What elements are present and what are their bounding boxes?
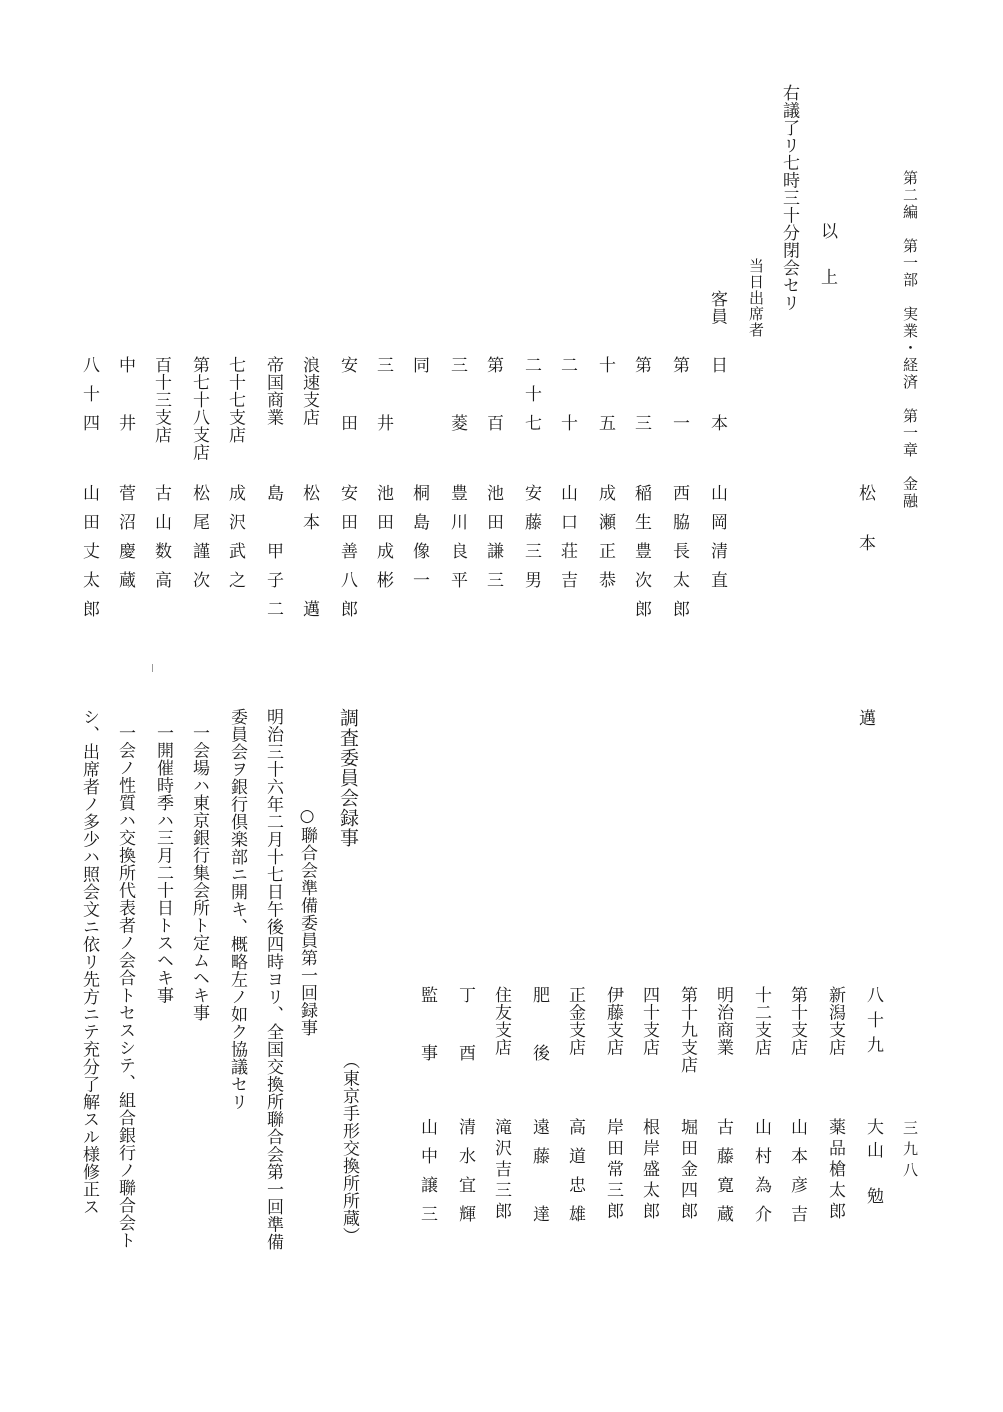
bank-name: 第 一 bbox=[669, 356, 689, 443]
bank-name: 百十三支店 bbox=[151, 356, 171, 444]
bank-name: 八十四 bbox=[79, 356, 99, 443]
bank-name: 第十支店 bbox=[787, 986, 807, 1056]
person-name: 山本彦吉 bbox=[787, 1118, 807, 1234]
bank-name: 同 bbox=[409, 356, 429, 385]
bank-name: 四十支店 bbox=[639, 986, 659, 1056]
bank-name: 正金支店 bbox=[565, 986, 585, 1056]
bank-name: 第七十八支店 bbox=[189, 356, 209, 461]
person-name: 山村為介 bbox=[751, 1118, 771, 1234]
bank-name: 丁 酉 bbox=[455, 986, 475, 1073]
person-name: 池田成彬 bbox=[373, 484, 393, 600]
bank-name: 帝国商業 bbox=[263, 356, 283, 426]
bank-name: 第 百 bbox=[483, 356, 503, 443]
attendees-heading: 当日出席者 bbox=[747, 258, 765, 338]
subsection-title: ○聯合会準備委員第一回録事 bbox=[297, 806, 317, 1037]
closing-mark: 以 上 bbox=[817, 222, 837, 291]
section-title: 調査委員会録事 bbox=[337, 708, 359, 848]
person-name: 岸田常三郎 bbox=[603, 1118, 623, 1223]
bank-name: 監 事 bbox=[417, 986, 437, 1073]
person-name: 西脇長太郎 bbox=[669, 484, 689, 629]
bank-name: 第 三 bbox=[631, 356, 651, 443]
person-name: 根岸盛太郎 bbox=[639, 1118, 659, 1223]
person-name: 池田謙三 bbox=[483, 484, 503, 600]
person-name: 成沢武之 bbox=[225, 484, 245, 600]
bank-name: 住友支店 bbox=[491, 986, 511, 1056]
bank-name: 二 十 bbox=[557, 356, 577, 443]
bank-name: 明治商業 bbox=[713, 986, 733, 1056]
body-line: 一会場ハ東京銀行集会所ト定ムヘキ事 bbox=[189, 724, 209, 1022]
bank-name: 八十九 bbox=[863, 986, 883, 1061]
bank-name: 新潟支店 bbox=[825, 986, 845, 1056]
bank-name: 日 本 bbox=[707, 356, 727, 443]
running-head: 第二編 第一部 実業・経済 第一章 金融 bbox=[901, 170, 919, 510]
person-name: 山岡清直 bbox=[707, 484, 727, 600]
person-name: 成瀬正恭 bbox=[595, 484, 615, 600]
person-name: 山中譲三 bbox=[417, 1118, 437, 1234]
person-name: 島 甲子二 bbox=[263, 484, 283, 629]
person-name: 滝沢吉三郎 bbox=[491, 1118, 511, 1223]
bank-name: 肥 後 bbox=[529, 986, 549, 1073]
person-name: 高道忠雄 bbox=[565, 1118, 585, 1234]
person-name: 古藤寛蔵 bbox=[713, 1118, 733, 1234]
body-line: 委員会ヲ銀行倶楽部ニ開キ、概略左ノ如ク協議セリ bbox=[227, 708, 247, 1111]
person-name: 清水宜輝 bbox=[455, 1118, 475, 1234]
person-name: 安藤三男 bbox=[521, 484, 541, 600]
person-name: 古山数高 bbox=[151, 484, 171, 600]
bank-name: 十 五 bbox=[595, 356, 615, 443]
person-name: 山口荘吉 bbox=[557, 484, 577, 600]
guest-label: 客員 bbox=[707, 290, 727, 325]
signature: 松 本 邁 bbox=[855, 484, 875, 734]
bank-name: 七十七支店 bbox=[225, 356, 245, 444]
bank-name: 浪速支店 bbox=[299, 356, 319, 426]
person-name: 松尾謹次 bbox=[189, 484, 209, 600]
person-name: 薬品槍太郎 bbox=[825, 1118, 845, 1223]
bank-name: 三 井 bbox=[373, 356, 393, 443]
person-name: 安田善八郎 bbox=[337, 484, 357, 629]
person-name: 堀田金四郎 bbox=[677, 1118, 697, 1223]
bank-name: 安 田 bbox=[337, 356, 357, 443]
bank-name: 伊藤支店 bbox=[603, 986, 623, 1056]
page-number: 三九八 bbox=[901, 1120, 919, 1183]
person-name: 桐島像一 bbox=[409, 484, 429, 600]
body-line: 一会ノ性質ハ交換所代表者ノ会合トセスシテ、組合銀行ノ聯合会ト bbox=[115, 724, 135, 1249]
bank-name: 中 井 bbox=[115, 356, 135, 443]
margin-tick bbox=[152, 664, 153, 672]
person-name: 大山 勉 bbox=[863, 1118, 883, 1210]
bank-name: 十二支店 bbox=[751, 986, 771, 1056]
bank-name: 第十九支店 bbox=[677, 986, 697, 1074]
body-line: シ、出席者ノ多少ハ照会文ニ依リ先方ニテ充分了解スル様修正ス bbox=[79, 708, 99, 1216]
person-name: 稲生豊次郎 bbox=[631, 484, 651, 629]
body-line: 明治三十六年二月十七日午後四時ヨリ、全国交換所聯合会第一回準備 bbox=[263, 708, 283, 1251]
person-name: 山田丈太郎 bbox=[79, 484, 99, 629]
person-name: 遠藤 達 bbox=[529, 1118, 549, 1234]
person-name: 松本 邁 bbox=[299, 484, 319, 629]
adjourn-statement: 右議了リ七時三十分閉会セリ bbox=[779, 84, 799, 312]
bank-name: 二十七 bbox=[521, 356, 541, 443]
source-note: （東京手形交換所所蔵） bbox=[339, 1052, 359, 1245]
person-name: 菅沼慶蔵 bbox=[115, 484, 135, 600]
body-line: 一開催時季ハ三月二十日トスヘキ事 bbox=[153, 724, 173, 1004]
bank-name: 三 菱 bbox=[447, 356, 467, 443]
person-name: 豊川良平 bbox=[447, 484, 467, 600]
